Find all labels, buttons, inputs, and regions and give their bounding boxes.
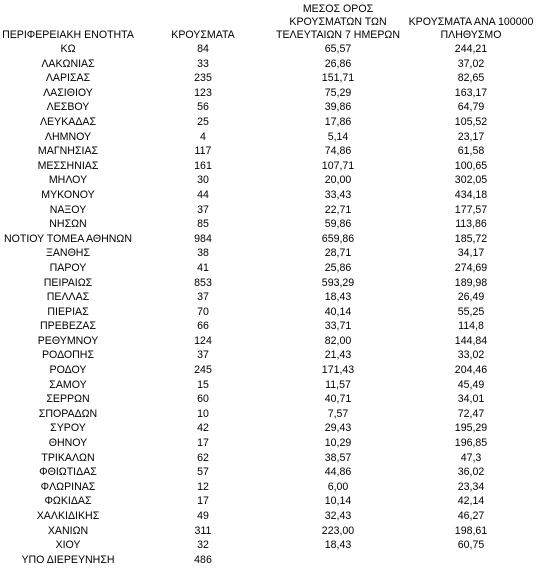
cell-7day-average[interactable]: 32,43 [324, 510, 352, 522]
cell-7day-average[interactable]: 59,86 [324, 218, 352, 231]
cell-cases-per-100k[interactable]: 36,02 [457, 466, 485, 479]
cell-cases-per-100k[interactable]: 47,3 [460, 451, 482, 464]
cell-cases[interactable]: 4 [200, 130, 206, 143]
cell-region[interactable]: ΣΑΜΟΥ [49, 378, 87, 391]
cell-cases-per-100k[interactable]: 23,17 [457, 130, 485, 143]
cell-7day-average[interactable]: 33,71 [324, 320, 352, 333]
cell-cases[interactable]: 37 [197, 203, 209, 216]
cell-cases[interactable]: 486 [194, 553, 212, 566]
table-row [0, 42, 548, 57]
cell-cases-per-100k[interactable]: 34,01 [457, 393, 485, 406]
cell-cases-per-100k[interactable]: 114,8 [458, 320, 484, 333]
table-row [0, 115, 548, 130]
cell-7day-average[interactable]: 29,43 [324, 422, 352, 435]
cell-cases[interactable]: 30 [197, 174, 209, 187]
cell-7day-average[interactable]: 107,71 [321, 159, 355, 172]
cell-cases-per-100k[interactable]: 64,79 [457, 101, 485, 114]
cell-cases-per-100k[interactable]: 195,29 [454, 422, 488, 435]
cell-region[interactable]: ΜΕΣΣΗΝΙΑΣ [37, 159, 99, 172]
cell-cases-per-100k[interactable]: 33,02 [457, 349, 485, 362]
cell-7day-average[interactable]: 6,00 [327, 480, 349, 493]
cell-cases-per-100k[interactable]: 55,25 [457, 305, 485, 318]
cell-cases-per-100k[interactable]: 82,65 [457, 72, 485, 85]
cell-cases-per-100k[interactable]: 100,65 [454, 159, 488, 172]
table-row [0, 465, 548, 480]
cell-cases-per-100k[interactable]: 185,72 [454, 232, 488, 245]
cell-region[interactable]: ΛΑΣΙΘΙΟΥ [43, 86, 93, 99]
cell-region[interactable]: ΛΗΜΝΟΥ [44, 130, 92, 143]
cell-7day-average[interactable]: 65,57 [324, 43, 352, 55]
table-row [0, 261, 548, 276]
cell-region[interactable]: ΥΠΟ ΔΙΕΡΕΥΝΗΣΗ [21, 553, 115, 566]
cell-7day-average[interactable]: 7,57 [327, 407, 349, 420]
cell-region[interactable]: ΚΩ [60, 43, 76, 55]
table-row [0, 319, 548, 334]
cell-cases[interactable]: 15 [197, 378, 209, 391]
cell-7day-average[interactable]: 40,71 [324, 393, 352, 406]
cell-cases[interactable]: 33 [197, 57, 209, 70]
cell-cases-per-100k[interactable]: 302,05 [454, 174, 488, 187]
cell-region[interactable]: ΜΥΚΟΝΟΥ [41, 188, 95, 201]
cell-7day-average[interactable]: 18,43 [324, 539, 352, 552]
cell-cases-per-100k[interactable]: 23,34 [457, 480, 485, 493]
table-row [0, 57, 548, 72]
table-row [0, 509, 548, 524]
cell-region[interactable]: ΜΑΓΝΗΣΙΑΣ [37, 145, 99, 158]
cell-7day-average[interactable]: 82,00 [324, 334, 352, 347]
cell-region[interactable]: ΠΙΕΡΙΑΣ [47, 305, 89, 318]
cell-7day-average[interactable]: 75,29 [324, 86, 352, 99]
cell-cases[interactable]: 37 [197, 291, 209, 304]
header-7day-average[interactable] [272, 3, 404, 42]
cell-cases[interactable]: 44 [197, 188, 209, 201]
cell-cases-per-100k[interactable]: 61,58 [457, 145, 485, 158]
cell-cases-per-100k[interactable]: 274,69 [454, 261, 488, 274]
cell-7day-average[interactable]: 10,29 [324, 437, 352, 450]
cell-7day-average[interactable]: 5,14 [327, 130, 349, 143]
cell-region[interactable]: ΜΗΛΟΥ [48, 174, 88, 187]
cell-7day-average[interactable]: 25,86 [324, 261, 352, 274]
table-header [0, 0, 548, 42]
cell-region[interactable]: ΞΑΝΘΗΣ [45, 247, 91, 260]
cell-cases[interactable]: 235 [194, 72, 212, 85]
cell-region[interactable]: ΡΟΔΟΠΗΣ [41, 349, 95, 362]
table-row [0, 348, 548, 363]
cell-region[interactable]: ΛΕΥΚΑΔΑΣ [39, 115, 97, 128]
table-row [0, 480, 548, 495]
cell-7day-average[interactable]: 38,57 [324, 451, 352, 464]
cell-cases-per-100k[interactable]: 60,75 [457, 539, 485, 552]
cell-cases[interactable]: 32 [197, 539, 209, 552]
cell-region[interactable]: ΡΟΔΟΥ [49, 364, 87, 377]
cell-7day-average[interactable]: 171,43 [321, 364, 355, 377]
cell-cases-per-100k[interactable]: 113,86 [455, 218, 487, 231]
cell-cases[interactable]: 85 [197, 218, 209, 231]
table-row [0, 407, 548, 422]
cell-region[interactable]: ΝΑΞΟΥ [49, 203, 87, 216]
cell-region[interactable]: ΘΗΝΟΥ [48, 437, 88, 450]
table-row [0, 217, 548, 232]
cell-7day-average[interactable]: 22,71 [324, 203, 352, 216]
header-region[interactable]: ΠΕΡΙΦΕΡΕΙΑΚΗ ΕΝΟΤΗΤΑ [2, 29, 134, 41]
cell-region[interactable]: ΠΡΕΒΕΖΑΣ [40, 320, 96, 333]
cell-7day-average[interactable]: 39,86 [324, 101, 352, 114]
cell-region[interactable]: ΣΥΡΟΥ [50, 422, 86, 435]
cell-region[interactable]: ΤΡΙΚΑΛΩΝ [41, 451, 95, 464]
table-row [0, 305, 548, 320]
table-row [0, 86, 548, 101]
cell-cases[interactable]: 37 [197, 349, 209, 362]
cell-cases-per-100k[interactable]: 34,17 [457, 247, 485, 260]
cell-cases[interactable]: 57 [197, 466, 209, 479]
table-row [0, 363, 548, 378]
cell-cases[interactable]: 62 [197, 451, 209, 464]
cell-7day-average[interactable]: 20,00 [324, 174, 352, 187]
table-row [0, 188, 548, 203]
cell-7day-average[interactable]: 74,86 [324, 145, 352, 158]
cell-region[interactable]: ΧΙΟΥ [55, 539, 81, 552]
cell-7day-average[interactable]: 26,86 [324, 57, 352, 70]
cell-region[interactable]: ΝΟΤΙΟΥ ΤΟΜΕΑ ΑΘΗΝΩΝ [3, 232, 133, 245]
cell-region[interactable]: ΦΩΚΙΔΑΣ [44, 495, 92, 508]
cell-7day-average[interactable]: 151,71 [321, 72, 355, 85]
cell-cases-per-100k[interactable]: 37,02 [457, 57, 485, 70]
cell-cases[interactable]: 56 [197, 101, 209, 114]
cell-region[interactable]: ΡΕΘΥΜΝΟΥ [37, 334, 99, 347]
cell-cases[interactable]: 984 [194, 232, 212, 245]
cell-region[interactable]: ΛΕΣΒΟΥ [46, 101, 90, 114]
cell-cases-per-100k[interactable]: 144,84 [454, 334, 488, 347]
table-row [0, 159, 548, 174]
table-row [0, 276, 548, 291]
table-row [0, 71, 548, 86]
table-row [0, 334, 548, 349]
cell-7day-average[interactable]: 33,43 [324, 188, 352, 201]
cell-region[interactable]: ΧΑΝΙΩΝ [47, 524, 89, 537]
cell-region[interactable]: ΣΕΡΡΩΝ [46, 393, 90, 406]
cell-cases-per-100k[interactable]: 189,98 [454, 276, 488, 289]
cell-7day-average[interactable]: 223,00 [321, 524, 355, 537]
cell-7day-average[interactable]: 40,14 [324, 305, 352, 318]
cell-cases-per-100k[interactable]: 46,27 [457, 510, 485, 522]
cell-cases[interactable]: 161 [194, 159, 212, 172]
cell-region[interactable]: ΠΕΙΡΑΙΩΣ [43, 276, 93, 289]
cell-region[interactable]: ΠΕΛΛΑΣ [46, 291, 90, 304]
cell-cases[interactable]: 66 [197, 320, 209, 333]
table-row [0, 246, 548, 261]
table-row [0, 392, 548, 407]
cell-cases-per-100k[interactable]: 26,49 [457, 291, 485, 304]
cell-cases-per-100k[interactable]: 244,21 [454, 43, 488, 55]
cell-cases[interactable]: 17 [197, 495, 209, 508]
cell-7day-average[interactable]: 659,86 [321, 232, 355, 245]
table-row [0, 553, 548, 568]
cell-cases[interactable]: 124 [194, 334, 212, 347]
table-row [0, 290, 548, 305]
cell-cases-per-100k[interactable]: 198,61 [454, 524, 488, 537]
table-row [0, 436, 548, 451]
cell-7day-average[interactable]: 18,43 [324, 291, 352, 304]
cell-cases[interactable]: 10 [197, 407, 209, 420]
cell-region[interactable]: ΦΛΩΡΙΝΑΣ [40, 480, 96, 493]
cell-cases-per-100k[interactable]: 45,49 [457, 378, 485, 391]
cell-7day-average[interactable]: 593,29 [321, 276, 355, 289]
cell-cases[interactable]: 123 [194, 86, 212, 99]
header-cases-per-100k-line-1: ΚΡΟΥΣΜΑΤΑ ΑΝΑ 100000 [408, 16, 534, 28]
cell-region[interactable]: ΝΗΣΩΝ [49, 218, 87, 231]
table-row [0, 100, 548, 115]
cell-cases[interactable]: 38 [197, 247, 209, 260]
table-row [0, 451, 548, 466]
cell-cases[interactable]: 245 [194, 364, 212, 377]
header-7day-average-line-3: ΤΕΛΕΥΤΑΙΩΝ 7 ΗΜΕΡΩΝ [276, 29, 400, 41]
cell-cases-per-100k[interactable]: 42,14 [457, 495, 485, 508]
cell-cases[interactable]: 84 [197, 43, 209, 55]
cell-region[interactable]: ΛΑΡΙΣΑΣ [45, 72, 91, 85]
cell-cases-per-100k[interactable]: 434,18 [454, 188, 488, 201]
table-row [0, 524, 548, 539]
cell-cases-per-100k[interactable]: 72,47 [457, 407, 485, 420]
header-7day-average-line-1: ΜΕΣΟΣ ΟΡΟΣ [302, 3, 374, 15]
table-body [0, 42, 548, 567]
cell-cases-per-100k[interactable]: 105,52 [454, 115, 488, 128]
cell-cases[interactable]: 17 [197, 437, 209, 450]
header-cases-per-100k-line-2: ΠΛΗΘΥΣΜΟ [440, 29, 502, 41]
cell-region[interactable]: ΦΘΙΩΤΙΔΑΣ [39, 466, 97, 479]
cell-7day-average[interactable]: 21,43 [324, 349, 352, 362]
cell-region[interactable]: ΠΑΡΟΥ [49, 261, 87, 274]
cell-cases[interactable]: 42 [197, 422, 209, 435]
cell-cases[interactable]: 41 [197, 261, 209, 274]
cell-7day-average[interactable]: 17,86 [324, 115, 352, 128]
table-row [0, 538, 548, 553]
header-cases-per-100k[interactable] [398, 16, 544, 42]
cell-cases[interactable]: 12 [197, 480, 209, 493]
cell-cases-per-100k[interactable]: 163,17 [454, 86, 488, 99]
table-row [0, 173, 548, 188]
cell-cases-per-100k[interactable]: 204,46 [454, 364, 488, 377]
cell-cases-per-100k[interactable]: 177,57 [454, 203, 488, 216]
table-row [0, 494, 548, 509]
cell-cases[interactable]: 853 [194, 276, 212, 289]
cell-region[interactable]: ΛΑΚΩΝΙΑΣ [41, 57, 95, 70]
cell-region[interactable]: ΣΠΟΡΑΔΩΝ [38, 407, 98, 420]
table-row [0, 144, 548, 159]
cell-cases[interactable]: 60 [197, 393, 209, 406]
cell-7day-average[interactable]: 44,86 [324, 466, 352, 479]
header-7day-average-line-2: ΚΡΟΥΣΜΑΤΩΝ ΤΩΝ [289, 16, 387, 28]
table-row [0, 130, 548, 145]
cell-cases[interactable]: 70 [197, 305, 209, 318]
table-row [0, 203, 548, 218]
table-row [0, 378, 548, 393]
cell-cases[interactable]: 117 [194, 145, 212, 158]
cell-cases[interactable]: 311 [194, 524, 212, 537]
cell-cases-per-100k[interactable]: 196,85 [454, 437, 488, 450]
table-row [0, 232, 548, 247]
header-cases[interactable]: ΚΡΟΥΣΜΑΤΑ [171, 29, 235, 41]
cell-7day-average[interactable]: 28,71 [324, 247, 352, 260]
table-row [0, 421, 548, 436]
cell-7day-average[interactable]: 11,57 [325, 378, 351, 391]
cell-region[interactable]: ΧΑΛΚΙΔΙΚΗΣ [36, 510, 100, 522]
cell-7day-average[interactable]: 10,14 [324, 495, 352, 508]
cell-cases[interactable]: 49 [197, 510, 209, 522]
cell-cases[interactable]: 25 [197, 115, 209, 128]
